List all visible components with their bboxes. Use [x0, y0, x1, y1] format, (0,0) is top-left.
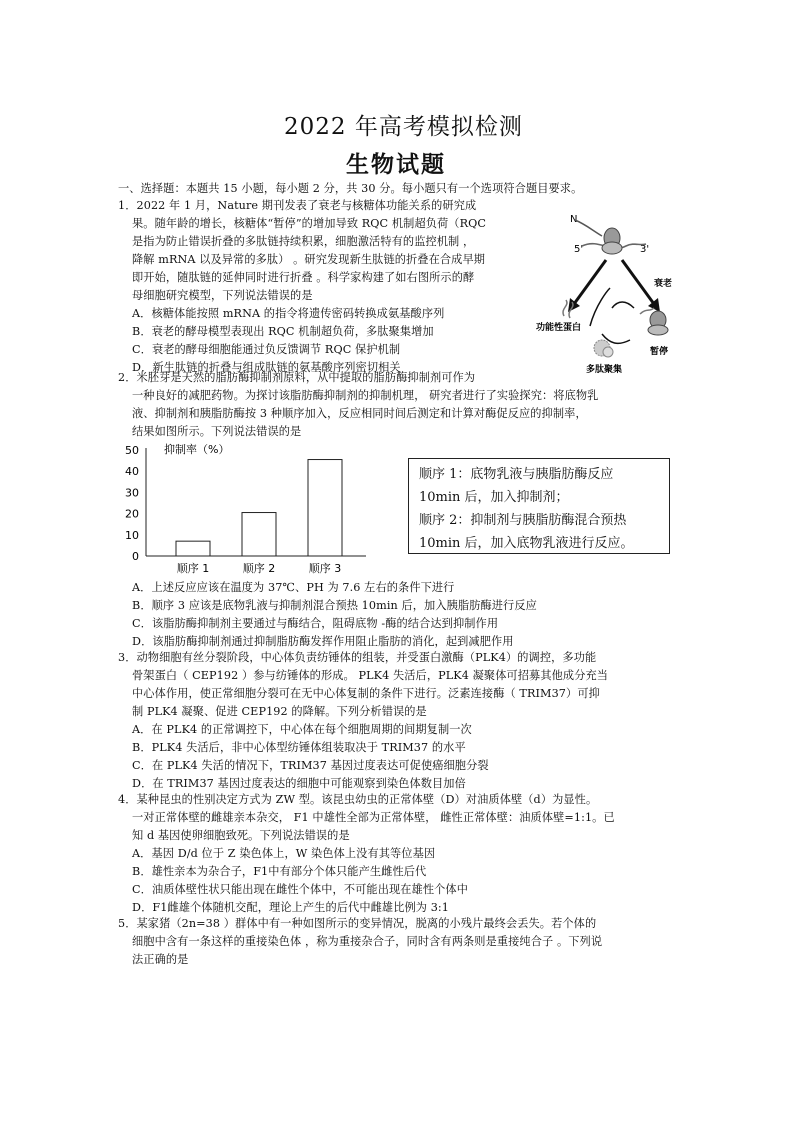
order-description-box [408, 458, 670, 554]
five-prime-label: 5' [574, 244, 584, 255]
exam-subtitle: 生物试题 [346, 152, 446, 178]
q1-option-b: B．衰老的酵母模型表现出 RQC 机制超负荷，多肽聚集增加 [132, 325, 434, 338]
rescue-arrow [590, 288, 610, 326]
x-tick-label: 顺序 3 [308, 562, 342, 575]
q3-line: 骨架蛋白（ CEP192 ）参与纺锤体的形成。 PLK4 失活后，PLK4 凝聚体可招募其他成分充当 [132, 669, 609, 682]
q1-line: 母细胞研究模型，下列说法错误的是 [132, 289, 313, 302]
functional-protein-label: 功能性蛋白 [536, 323, 582, 333]
q2-option-b: B．顺序 3 应该是底物乳液与抑制剂混合预热 10min 后，加入胰脂肪酶进行反应 [132, 599, 537, 612]
bar [176, 541, 210, 556]
q2-option-d: D．该脂肪酶抑制剂通过抑制脂肪酶发挥作用阻止脂肪的消化，起到减肥作用 [132, 635, 514, 648]
y-tick-label: 30 [125, 486, 139, 500]
section-heading: 一、选择题：本题共 15 小题，每小题 2 分，共 30 分。每小题只有一个选项符合题目要求。 [118, 182, 583, 195]
q5-line: 法正确的是 [132, 953, 189, 966]
inhibition-bar-chart [118, 438, 368, 578]
aggregate-blob-icon [603, 347, 613, 357]
q1-line: 降解 mRNA 以及异常的多肽） 。研究发现新生肽链的折叠在合成早期 [132, 253, 486, 266]
arrow-right [622, 260, 654, 304]
y-tick-label: 10 [125, 528, 139, 542]
q3-line: 制 PLK4 凝聚、促进 CEP192 的降解。下列分析错误的是 [132, 705, 427, 718]
x-tick-label: 顺序 2 [242, 562, 276, 575]
q3-line: 中心体作用，使正常细胞分裂可在无中心体复制的条件下进行。泛素连接酶（ TRIM37）可抑 [132, 687, 600, 700]
q4-line: 4．某种昆虫的性别决定方式为 ZW 型。该昆虫幼虫的正常体壁（D）对油质体壁（d）为显性。 [118, 793, 598, 806]
q3-option-a: A．在 PLK4 的正常调控下，中心体在每个细胞周期的间期复制一次 [132, 723, 472, 736]
q1-line: 1．2022 年 1 月，Nature 期刊发表了衰老与核糖体功能关系的研究成 [118, 199, 477, 212]
n-terminus-label: N [570, 214, 578, 225]
q5-line: 细胞中含有一条这样的重接染色体 ，称为重接杂合子，同时含有两条则是重接纯合子 。下列说 [132, 935, 603, 948]
stalled-peptide [640, 308, 654, 314]
x-tick-label: 顺序 1 [176, 562, 210, 575]
three-prime-label: 3' [640, 244, 650, 255]
q2-option-a: A．上述反应应该在温度为 37℃、PH 为 7.6 左右的条件下进行 [132, 581, 455, 594]
y-tick-label: 50 [125, 444, 139, 457]
peptide-chain [575, 220, 602, 236]
q3-option-b: B．PLK4 失活后，非中心体型纺锤体组装取决于 TRIM37 的水平 [132, 741, 466, 754]
aggregate-label: 多肽聚集 [586, 365, 623, 375]
box-line: 10min 后，加入底物乳液进行反应。 [419, 536, 634, 551]
q1-option-d: D．新生肽链的折叠与组成肽链的氨基酸序列密切相关 [132, 361, 401, 374]
bar [308, 460, 342, 556]
q3-option-c: C．在 PLK4 失活的情况下，TRIM37 基因过度表达可促使癌细胞分裂 [132, 759, 489, 772]
q4-option-d: D．F1雌雄个体随机交配，理论上产生的后代中雌雄比例为 3:1 [132, 901, 450, 914]
q2-line: 结果如图所示。下列说法错误的是 [132, 425, 302, 438]
ribosome-figure [530, 208, 690, 378]
box-line: 10min 后，加入抑制剂； [419, 490, 569, 505]
ribosome-subunit-icon [602, 242, 622, 254]
arrow-left [574, 260, 606, 304]
q1-line: 即开始，随肽链的延伸同时进行折叠 。科学家构建了如右图所示的酵 [132, 271, 475, 284]
exam-title: 2022 年高考模拟检测 [284, 114, 523, 140]
q1-option-a: A．核糖体能按照 mRNA 的指令将遗传密码转换成氨基酸序列 [132, 307, 445, 320]
y-tick-label: 20 [125, 507, 139, 521]
q1-option-c: C．衰老的酵母细胞能通过负反馈调节 RQC 保护机制 [132, 343, 401, 356]
chart-title: 抑制率（%） [164, 443, 230, 456]
q4-line: 知 d 基因使卵细胞致死。下列说法错误的是 [132, 829, 350, 842]
aging-label: 衰老 [654, 279, 673, 289]
q4-option-c: C．油质体壁性状只能出现在雌性个体中，不可能出现在雄性个体中 [132, 883, 468, 896]
box-line: 顺序 1：底物乳液与胰脂肪酶反应 [419, 467, 614, 482]
q1-line: 果。随年龄的增长，核糖体“暂停”的增加导致 RQC 机制超负荷（RQC [132, 217, 487, 230]
q4-option-b: B．雄性亲本为杂合子，F1中有部分个体只能产生雌性后代 [132, 865, 427, 878]
q4-option-a: A．基因 D/d 位于 Z 染色体上，W 染色体上没有其等位基因 [132, 847, 436, 860]
q2-option-c: C．该脂肪酶抑制剂主要通过与酶结合，阻碍底物 -酶的结合达到抑制作用 [132, 617, 499, 630]
q3-option-d: D．在 TRIM37 基因过度表达的细胞中可能观察到染色体数目加倍 [132, 777, 466, 790]
box-line: 顺序 2：抑制剂与胰脂肪酶混合预热 [419, 513, 627, 528]
q4-line: 一对正常体壁的雌雄亲本杂交， F1 中雄性全部为正常体壁， 雌性正常体壁：油质体壁=1:1。已 [132, 811, 615, 824]
feedback-arrow [612, 302, 634, 308]
stalled-ribosome-subunit-icon [648, 325, 668, 335]
q2-line: 2．米胚芽是天然的脂肪酶抑制剂原料，从中提取的脂肪酶抑制剂可作为 [118, 371, 476, 384]
q2-line: 一种良好的减肥药物。为探讨该脂肪酶抑制剂的抑制机理， 研究者进行了实验探究：将底物乳 [132, 389, 599, 402]
q3-line: 3．动物细胞有丝分裂阶段，中心体负责纺锤体的组装，并受蛋白激酶（PLK4）的调控，多功能 [118, 651, 597, 664]
pause-label: 暂停 [650, 347, 669, 357]
bar [242, 513, 276, 556]
q1-line: 是指为防止错误折叠的多肽链持续积累，细胞激活特有的监控机制 ， [132, 235, 475, 248]
q2-line: 液、抑制剂和胰脂肪酶按 3 种顺序加入，反应相同时间后测定和计算对酶促反应的抑制率， [132, 407, 587, 420]
q5-line: 5．某家猪（2n=38 ）群体中有一种如图所示的变异情况，脱离的小残片最终会丢失。若个体的 [118, 917, 597, 930]
y-tick-label: 40 [125, 465, 139, 479]
y-tick-label: 0 [132, 550, 139, 563]
